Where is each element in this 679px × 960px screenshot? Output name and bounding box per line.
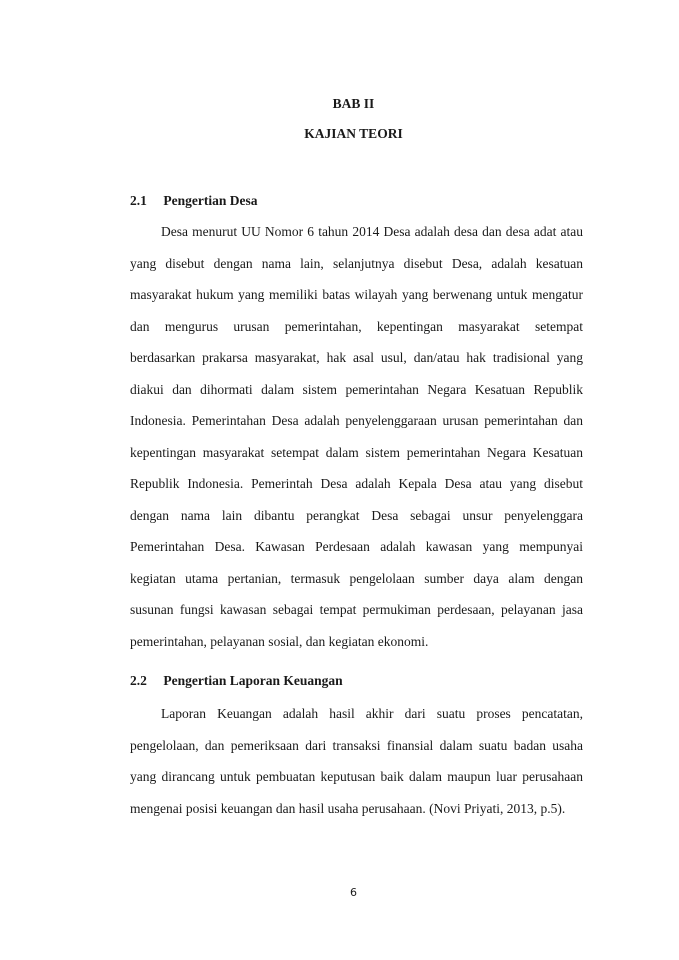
paragraph [130, 698, 583, 824]
paragraph-line: Laporan Keuangan adalah hasil akhir dari suatu proses pencatatan, [161, 706, 583, 721]
paragraph-line: kepentingan masyarakat setempat dalam sistem pemerintahan Negara Kesatuan [130, 444, 583, 460]
paragraph-line: dengan nama lain dibantu perangkat Desa sebagai unsur penyelenggara [130, 507, 583, 523]
paragraph-line: Desa menurut UU Nomor 6 tahun 2014 Desa adalah desa dan desa adat atau [161, 224, 583, 239]
paragraph [130, 216, 583, 657]
section-title: Pengertian Laporan Keuangan [163, 673, 343, 688]
paragraph-line: berdasarkan prakarsa masyarakat, hak asal usul, dan/atau hak tradisional yang [130, 350, 583, 365]
section-number: 2.1 [130, 193, 147, 208]
paragraph-line: Republik Indonesia. Pemerintah Desa adalah Kepala Desa atau yang disebut [130, 476, 583, 491]
paragraph-line: kegiatan utama pertanian, termasuk pengelolaan sumber daya alam dengan [130, 570, 583, 586]
paragraph-line: mengenai posisi keuangan dan hasil usaha perusahaan. (Novi Priyati, 2013, p.5). [130, 800, 566, 816]
paragraph-line: Indonesia. Pemerintahan Desa adalah penyelenggaraan urusan pemerintahan dan [130, 413, 583, 428]
section-heading [130, 193, 257, 209]
section-heading [130, 673, 343, 689]
chapter-title: KAJIAN TEORI [304, 126, 403, 141]
page-number: 6 [350, 886, 357, 899]
paragraph-line: Pemerintahan Desa. Kawasan Perdesaan adalah kawasan yang mempunyai [130, 539, 583, 554]
section-number: 2.2 [130, 673, 147, 688]
paragraph-line: yang disebut dengan nama lain, selanjutnya disebut Desa, adalah kesatuan [130, 255, 583, 271]
paragraph-line: masyarakat hukum yang memiliki batas wilayah yang berwenang untuk mengatur [130, 287, 583, 302]
section-title: Pengertian Desa [163, 193, 258, 208]
paragraph-line: dan mengurus urusan pemerintahan, kepentingan masyarakat setempat [130, 318, 583, 334]
paragraph-line: yang dirancang untuk pembuatan keputusan baik dalam maupun luar perusahaan [130, 769, 583, 784]
paragraph-line: susunan fungsi kawasan sebagai tempat permukiman perdesaan, pelayanan jasa [130, 602, 583, 617]
paragraph-line: pengelolaan, dan pemeriksaan dari transaksi finansial dalam suatu badan usaha [130, 737, 583, 753]
paragraph-line: diakui dan dihormati dalam sistem pemerintahan Negara Kesatuan Republik [130, 381, 583, 397]
chapter-number: BAB II [332, 96, 375, 111]
paragraph-line: pemerintahan, pelayanan sosial, dan kegiatan ekonomi. [130, 633, 429, 649]
